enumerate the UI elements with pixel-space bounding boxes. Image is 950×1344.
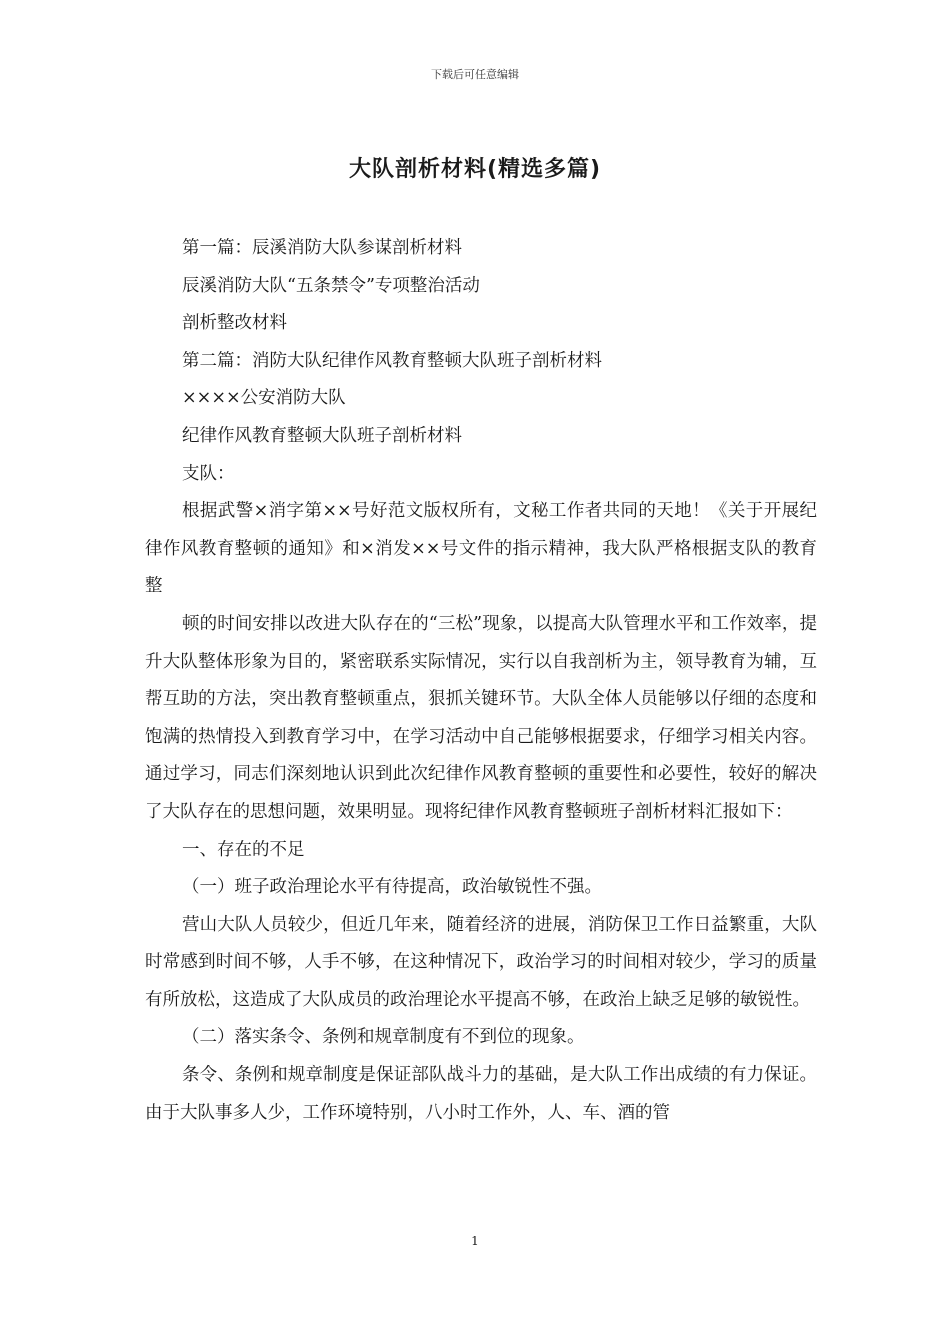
body-paragraph: 条令、条例和规章制度是保证部队战斗力的基础，是大队工作出成绩的有力保证。由于大队事多人少，工作环境特别，八小时工作外，人、车、酒的管	[145, 1065, 817, 1123]
section-heading: 一、存在的不足	[182, 839, 305, 860]
header-note: 下载后可任意编辑	[431, 68, 519, 81]
document-title: 大队剖析材料(精选多篇)	[348, 157, 602, 182]
text-line: 第一篇：辰溪消防大队参谋剖析材料	[182, 238, 462, 258]
subsection-heading: （二）落实条令、条例和规章制度有不到位的现象。	[182, 1027, 585, 1048]
subsection-heading: （一）班子政治理论水平有待提高，政治敏锐性不强。	[182, 877, 602, 898]
text-line: 辰溪消防大队“五条禁令”专项整治活动	[182, 275, 480, 296]
text-line: 支队：	[182, 463, 235, 484]
body-paragraph: 顿的时间安排以改进大队存在的“三松”现象，以提高大队管理水平和工作效率，提升大队整体形象为目的，紧密联系实际情况，实行以自我剖析为主，领导教育为辅，互帮互助的方法，突出教育整顿重点，狠抓关键环节。大队全体人员能够以仔细的态度和饱满的热情投入到教育学习中，在学习活动中自己能够根据要求，仔细学习相关内容。通过学习，同志们深刻地认识到此次纪律作风教育整顿的重要性和必要性，较好的解决了大队存在的思想问题，效果明显。现将纪律作风教育整顿班子剖析材料汇报如下：	[145, 613, 817, 822]
text-line: 纪律作风教育整顿大队班子剖析材料	[182, 425, 462, 446]
body-paragraph: 营山大队人员较少，但近几年来，随着经济的进展，消防保卫工作日益繁重，大队时常感到时间不够，人手不够，在这种情况下，政治学习的时间相对较少，学习的质量有所放松，这造成了大队成员的政治理论水平提高不够，在政治上缺乏足够的敏锐性。	[145, 914, 817, 1010]
page-number: 1	[471, 1234, 479, 1248]
text-line: 剖析整改材料	[182, 313, 287, 334]
text-line: ××××公安消防大队	[182, 388, 346, 409]
document-body	[145, 230, 817, 1132]
text-line: 第二篇：消防大队纪律作风教育整顿大队班子剖析材料	[182, 350, 602, 371]
body-paragraph: 根据武警×消字第××号好范文版权所有，文秘工作者共同的天地！《关于开展纪律作风教育整顿的通知》和×消发××号文件的指示精神，我大队严格根据支队的教育整	[145, 501, 817, 597]
